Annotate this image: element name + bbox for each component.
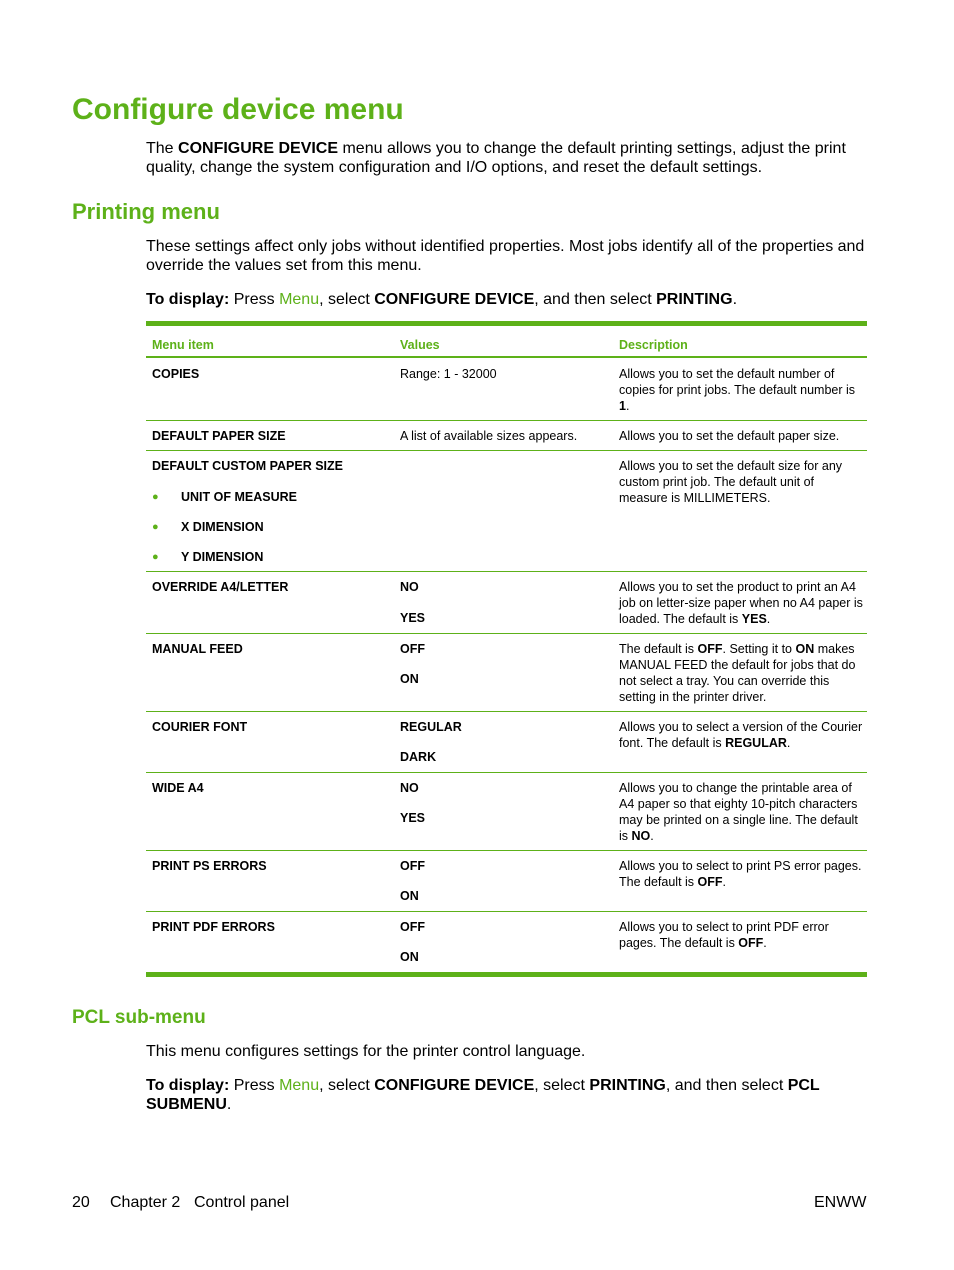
printing-menu-table (146, 321, 867, 977)
menu-link[interactable]: Menu (279, 291, 320, 308)
description: Allows you to select to print PDF error pages. The default is OFF. (619, 920, 829, 950)
value: NO (400, 781, 419, 795)
sub-item: X DIMENSION (181, 520, 264, 534)
menu-item: COURIER FONT (152, 720, 248, 734)
value: OFF (400, 859, 425, 873)
description: The default is OFF. Setting it to ON makes MANUAL FEED the default for jobs that do not select a tray. You can override this setting in the printer driver. (619, 642, 856, 704)
value: DARK (400, 750, 437, 764)
table-header (146, 326, 867, 358)
pcl-to-display: To display: Press Menu, select CONFIGURE DEVICE, select PRINTING, and then select PCL SUBMENU. (146, 1077, 820, 1113)
menu-item: COPIES (152, 367, 200, 381)
menu-item: PRINT PS ERRORS (152, 859, 267, 873)
value: A list of available sizes appears. (400, 429, 578, 443)
printing-to-display: To display: Press Menu, select CONFIGURE DEVICE, and then select PRINTING. (146, 291, 738, 308)
value: NO (400, 580, 419, 594)
table-row (146, 773, 867, 851)
value: ON (400, 672, 419, 686)
menu-item: MANUAL FEED (152, 642, 243, 656)
menu-item: OVERRIDE A4/LETTER (152, 580, 289, 594)
footer-page-number: 20 (72, 1194, 90, 1211)
table-row (146, 851, 867, 912)
menu-item: WIDE A4 (152, 781, 204, 795)
value: YES (400, 611, 426, 625)
intro-paragraph: The CONFIGURE DEVICE menu allows you to change the default printing settings, adjust the print quality, change the system configuration and I/O options, and reset the default settings. (146, 140, 846, 176)
value: REGULAR (400, 720, 462, 734)
sub-item: UNIT OF MEASURE (181, 490, 297, 504)
pcl-submenu-heading: PCL sub-menu (72, 1007, 206, 1028)
description: Allows you to change the printable area of A4 paper so that eighty 10-pitch characters may be printed on a single line. The default is NO. (619, 781, 858, 843)
printing-menu-description: These settings affect only jobs without identified properties. Most jobs identify all of the properties and override the values set from this menu. (146, 238, 865, 274)
table-row (146, 912, 867, 972)
footer-chapter: Chapter 2 (110, 1194, 181, 1211)
sub-item: Y DIMENSION (181, 550, 264, 564)
menu-link[interactable]: Menu (279, 1077, 320, 1094)
value: YES (400, 811, 426, 825)
header-description: Description (619, 338, 688, 352)
description: Allows you to set the default size for any custom print job. The default unit of measure is MILLIMETERS. (619, 459, 843, 505)
table-row (146, 451, 867, 572)
description: Allows you to set the default paper size. (619, 429, 840, 443)
description: Allows you to set the default number of copies for print jobs. The default number is 1. (619, 367, 856, 413)
table-row (146, 358, 867, 421)
table-row (146, 634, 867, 712)
table-row (146, 572, 867, 634)
footer-enww: ENWW (814, 1194, 867, 1211)
printing-menu-heading: Printing menu (72, 199, 220, 224)
description: Allows you to select a version of the Courier font. The default is REGULAR. (619, 720, 863, 750)
value: Range: 1 - 32000 (400, 367, 497, 381)
bullet-icon: ● (152, 521, 159, 533)
value: ON (400, 889, 419, 903)
value: OFF (400, 642, 425, 656)
header-menu-item: Menu item (152, 338, 214, 352)
bullet-icon: ● (152, 551, 159, 563)
pcl-submenu-description: This menu configures settings for the printer control language. (146, 1043, 586, 1060)
description: Allows you to select to print PS error pages. The default is OFF. (619, 859, 862, 889)
page-title: Configure device menu (72, 93, 404, 126)
description: Allows you to set the product to print an A4 job on letter-size paper when no A4 paper is loaded. The default is YES. (619, 580, 863, 626)
value: ON (400, 950, 419, 964)
table-row (146, 712, 867, 773)
footer-section: Control panel (194, 1194, 290, 1211)
value: OFF (400, 920, 425, 934)
table-row (146, 421, 867, 451)
menu-item: DEFAULT PAPER SIZE (152, 429, 286, 443)
bullet-icon: ● (152, 491, 159, 503)
menu-item: DEFAULT CUSTOM PAPER SIZE (152, 459, 343, 473)
menu-item: PRINT PDF ERRORS (152, 920, 275, 934)
header-values: Values (400, 338, 440, 352)
